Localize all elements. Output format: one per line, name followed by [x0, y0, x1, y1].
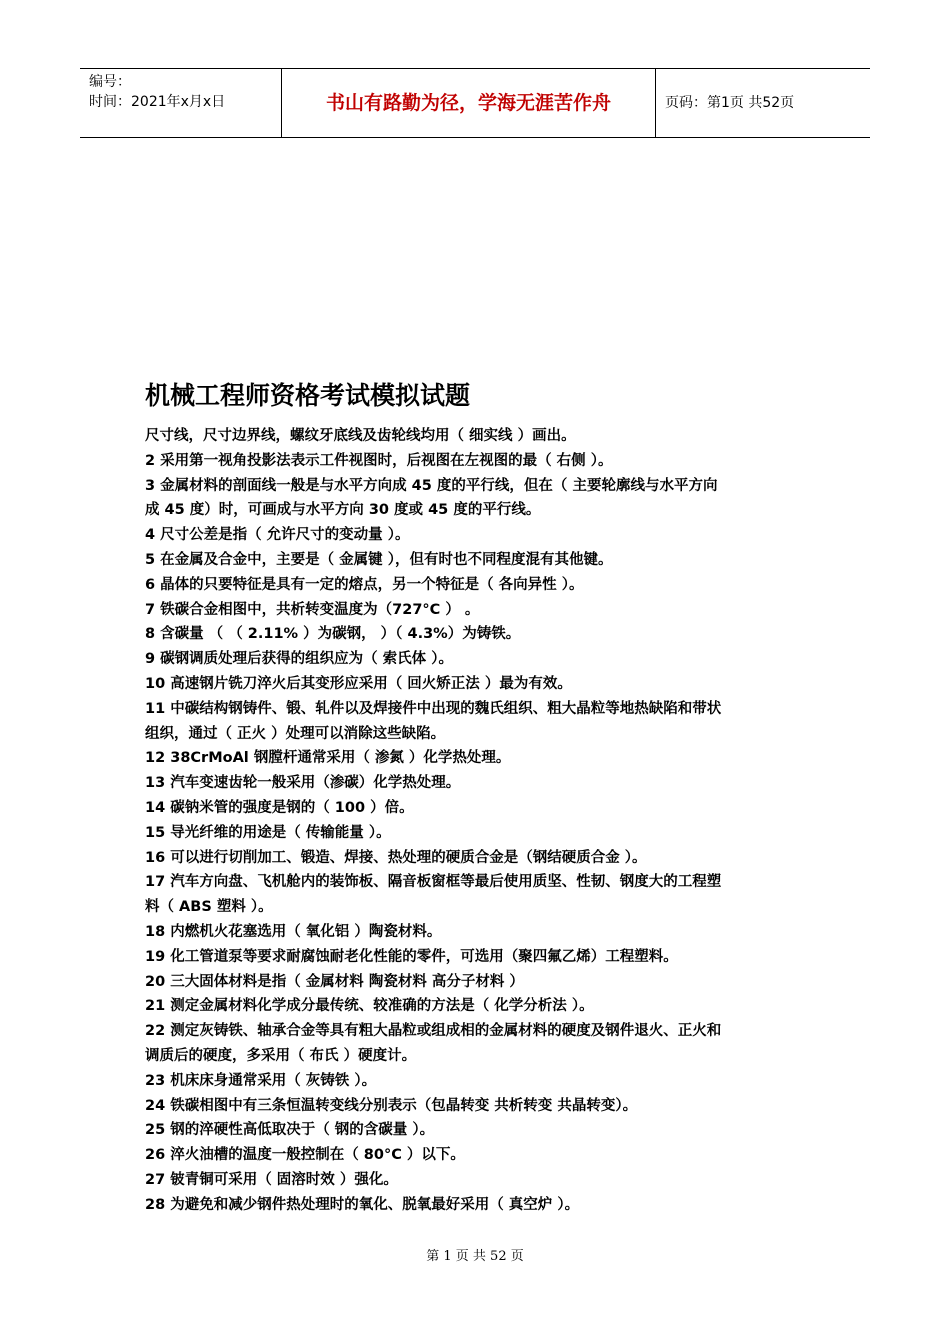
body-line: 15 导光纤维的用途是（ 传输能量 ）。	[145, 824, 391, 841]
page-footer: 第 1 页 共 52 页	[426, 1249, 524, 1264]
body-line: 24 铁碳相图中有三条恒温转变线分别表示（包晶转变 共析转变 共晶转变）。	[145, 1097, 638, 1114]
body-line: 9 碳钢调质处理后获得的组织应为（ 索氏体 ）。	[145, 651, 453, 668]
body-line: 11 中碳结构钢铸件、锻、轧件以及焊接件中出现的魏氏组织、粗大晶粒等地热缺陷和带状	[145, 700, 722, 717]
body-line: 6 晶体的只要特征是具有一定的熔点，另一个特征是（ 各向异性 ）。	[145, 576, 584, 593]
page-info: 页码：第1页 共52页	[665, 95, 795, 111]
body-line: 成 45 度）时，可画成与水平方向 30 度或 45 度的平行线。	[145, 502, 541, 519]
body-line: 5 在金属及合金中，主要是（ 金属键 ），但有时也不同程度混有其他键。	[145, 551, 613, 568]
body-line: 22 测定灰铸铁、轴承合金等具有粗大晶粒或组成相的金属材料的硬度及钢件退火、正火和	[145, 1023, 722, 1040]
body-line: 4 尺寸公差是指（ 允许尺寸的变动量 ）。	[145, 527, 410, 544]
header-motto-cell	[282, 69, 656, 137]
motto-text: 书山有路勤为径，学海无涯苦作舟	[325, 92, 611, 114]
document-body	[145, 424, 815, 1218]
body-line: 26 淬火油槽的温度一般控制在（ 80°C ）以下。	[145, 1147, 465, 1164]
body-line: 19 化工管道泵等要求耐腐蚀耐老化性能的零件，可选用（聚四氟乙烯）工程塑料。	[145, 948, 678, 965]
doc-number-label: 编号：	[89, 74, 131, 90]
body-line: 2 采用第一视角投影法表示工件视图时，后视图在左视图的最（ 右侧 ）。	[145, 452, 613, 469]
body-line: 7 铁碳合金相图中，共析转变温度为（727°C ） 。	[145, 601, 480, 618]
body-line: 10 高速钢片铣刀淬火后其变形应采用（ 回火矫正法 ）最为有效。	[145, 675, 572, 692]
body-line: 3 金属材料的剖面线一般是与水平方向成 45 度的平行线，但在（ 主要轮廓线与水平方向	[145, 477, 718, 494]
body-line: 21 测定金属材料化学成分最传统、较准确的方法是（ 化学分析法 ）。	[145, 998, 594, 1015]
doc-time-label: 时间：2021年x月x日	[89, 94, 226, 110]
body-line: 18 内燃机火花塞选用（ 氧化铝 ）陶瓷材料。	[145, 923, 442, 940]
body-line: 料（ ABS 塑料 ）。	[145, 899, 273, 916]
header-info-cell	[80, 69, 282, 137]
body-line: 17 汽车方向盘、飞机舱内的装饰板、隔音板窗框等最后使用质坚、性韧、钢度大的工程塑	[145, 874, 722, 891]
body-line: 25 钢的淬硬性高低取决于（ 钢的含碳量 ）。	[145, 1122, 435, 1139]
body-line: 组织，通过（ 正火 ）处理可以消除这些缺陷。	[145, 725, 446, 742]
body-line: 16 可以进行切削加工、锻造、焊接、热处理的硬质合金是（钢结硬质合金 ）。	[145, 849, 647, 866]
body-line: 28 为避免和减少钢件热处理时的氧化、脱氧最好采用（ 真空炉 ）。	[145, 1196, 580, 1213]
body-line: 13 汽车变速齿轮一般采用（渗碳）化学热处理。	[145, 775, 461, 792]
body-line: 23 机床床身通常采用（ 灰铸铁 ）。	[145, 1072, 377, 1089]
body-line: 27 铍青铜可采用（ 固溶时效 ）强化。	[145, 1171, 398, 1188]
body-line: 12 38CrMoAl 钢膛杆通常采用（ 渗氮 ）化学热处理。	[145, 750, 511, 767]
body-line: 20 三大固体材料是指（ 金属材料 陶瓷材料 高分子材料 ）	[145, 973, 524, 990]
document-title: 机械工程师资格考试模拟试题	[145, 381, 471, 410]
body-line: 14 碳钠米管的强度是钢的（ 100 ）倍。	[145, 799, 414, 816]
header-table	[80, 68, 870, 138]
body-line: 尺寸线，尺寸边界线，螺纹牙底线及齿轮线均用（ 细实线 ）画出。	[145, 428, 576, 444]
header-page-cell	[656, 69, 870, 137]
body-line: 调质后的硬度，多采用（ 布氏 ）硬度计。	[145, 1047, 417, 1064]
body-line: 8 含碳量 （ （ 2.11% ）为碳钢， ）（ 4.3%）为铸铁。	[145, 626, 521, 643]
